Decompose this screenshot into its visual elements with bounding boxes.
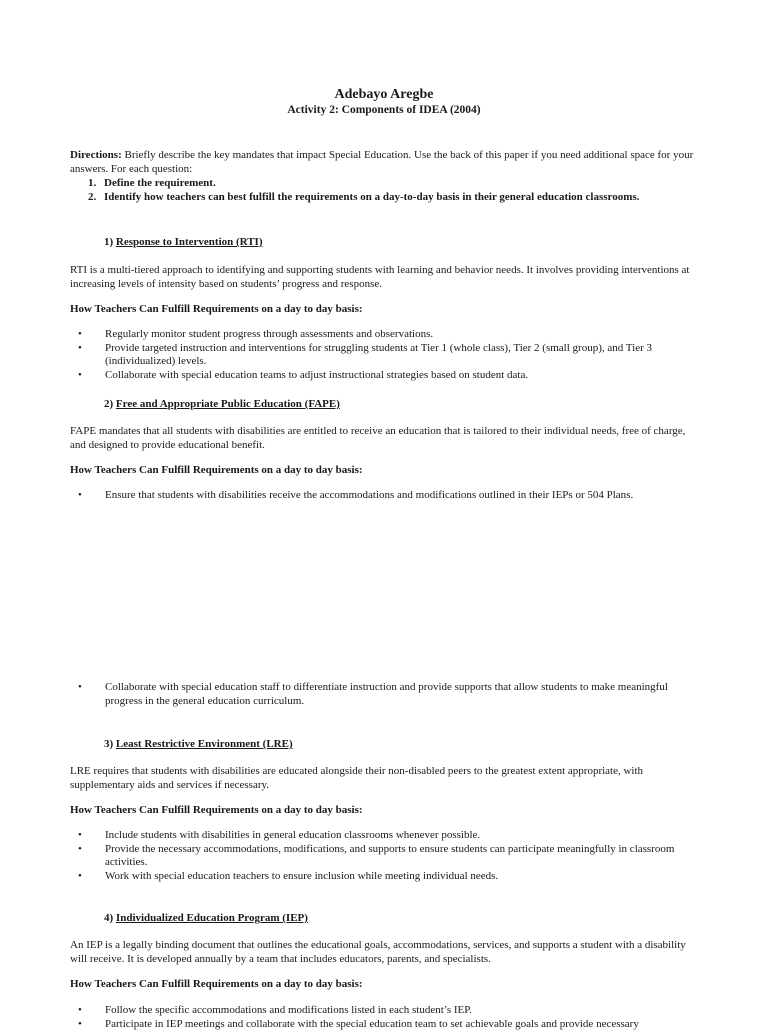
bullet-icon: •: [78, 369, 105, 383]
list-item: [78, 369, 698, 383]
list-item: [78, 1004, 698, 1018]
bullet-list-lre: [78, 829, 698, 883]
directions-paragraph: [70, 149, 695, 176]
bullet-icon: •: [78, 342, 105, 356]
section-title: Free and Appropriate Public Education (FAPE): [116, 398, 340, 410]
list-item: [78, 870, 698, 884]
section-definition-rti: RTI is a multi-tiered approach to identifying and supporting students with learning and behavior needs. It involves providing interventions at increasing levels of intensity based on students’ progress and response.: [70, 264, 695, 291]
bullet-icon: •: [78, 1004, 105, 1018]
list-item: [78, 1018, 698, 1031]
author-name: Adebayo Aregbe: [0, 86, 768, 103]
section-title: Individualized Education Program (IEP): [116, 912, 308, 924]
list-item-text: Ensure that students with disabilities receive the accommodations and modifications outlined in their IEPs or 504 Plans.: [105, 489, 690, 503]
list-item: [78, 829, 698, 843]
directions-label: Directions:: [70, 149, 122, 161]
bullet-icon: •: [78, 681, 105, 695]
section-title: Response to Intervention (RTI): [116, 236, 263, 248]
fulfill-heading-lre: How Teachers Can Fulfill Requirements on a day to day basis:: [70, 804, 695, 818]
activity-title: Activity 2: Components of IDEA (2004): [0, 104, 768, 118]
list-item: [78, 681, 698, 708]
section-number: 4): [104, 912, 113, 924]
bullet-list-rti: [78, 328, 698, 382]
bullet-icon: •: [78, 328, 105, 342]
bullet-icon: •: [78, 843, 105, 857]
section-number: 1): [104, 236, 113, 248]
list-text: Identify how teachers can best fulfill the requirements on a day-to-day basis in their general education classrooms.: [104, 191, 639, 205]
list-item-text: Provide the necessary accommodations, modifications, and supports to ensure students can participate meaningfully in classroom activities.: [105, 843, 690, 870]
section-heading-iep: [104, 912, 308, 926]
section-heading-fape: [104, 398, 340, 412]
directions-list: [88, 177, 708, 204]
section-number: 2): [104, 398, 113, 410]
list-number: 2.: [88, 191, 104, 205]
section-heading-lre: [104, 738, 293, 752]
fulfill-heading-rti: How Teachers Can Fulfill Requirements on a day to day basis:: [70, 303, 695, 317]
list-item: [78, 328, 698, 342]
directions-text: Briefly describe the key mandates that impact Special Education. Use the back of this paper if you need additional space for your answers. For each question:: [70, 149, 693, 175]
list-item-text: Work with special education teachers to ensure inclusion while meeting individual needs.: [105, 870, 690, 884]
list-item-text: Collaborate with special education staff to differentiate instruction and provide supports that allow students to make meaningful progress in the general education curriculum.: [105, 681, 690, 708]
section-definition-fape: FAPE mandates that all students with disabilities are entitled to receive an education that is tailored to their individual needs, free of charge, and designed to provide educational benefit.: [70, 425, 695, 452]
bullet-list-fape: [78, 489, 698, 503]
bullet-list-fape-continued: [78, 681, 698, 708]
list-item: [78, 489, 698, 503]
list-item-text: Follow the specific accommodations and modifications listed in each student’s IEP.: [105, 1004, 690, 1018]
list-item: [78, 342, 698, 369]
directions-list-item: [88, 177, 708, 191]
section-definition-iep: An IEP is a legally binding document that outlines the educational goals, accommodations, services, and supports a student with a disability will receive. It is developed annually by a team that includes educators, parents, and specialists.: [70, 939, 695, 966]
bullet-list-iep: [78, 1004, 698, 1031]
list-item-text: Regularly monitor student progress through assessments and observations.: [105, 328, 690, 342]
fulfill-heading-iep: How Teachers Can Fulfill Requirements on a day to day basis:: [70, 978, 695, 992]
list-item-text: Include students with disabilities in general education classrooms whenever possible.: [105, 829, 690, 843]
list-item-text: Provide targeted instruction and interventions for struggling students at Tier 1 (whole class), Tier 2 (small group), and Tier 3 (individualized) levels.: [105, 342, 690, 369]
bullet-icon: •: [78, 489, 105, 503]
section-definition-lre: LRE requires that students with disabilities are educated alongside their non-disabled peers to the greatest extent appropriate, with supplementary aids and services if necessary.: [70, 765, 695, 792]
bullet-icon: •: [78, 870, 105, 884]
list-number: 1.: [88, 177, 104, 191]
bullet-icon: •: [78, 829, 105, 843]
directions-list-item: [88, 191, 708, 205]
section-number: 3): [104, 738, 113, 750]
bullet-icon: •: [78, 1018, 105, 1031]
list-item-text: Participate in IEP meetings and collaborate with the special education team to set achievable goals and provide necessary: [105, 1018, 690, 1031]
list-text: Define the requirement.: [104, 177, 216, 191]
section-title: Least Restrictive Environment (LRE): [116, 738, 293, 750]
list-item: [78, 843, 698, 870]
list-item-text: Collaborate with special education teams to adjust instructional strategies based on student data.: [105, 369, 690, 383]
fulfill-heading-fape: How Teachers Can Fulfill Requirements on a day to day basis:: [70, 464, 695, 478]
section-heading-rti: [104, 236, 263, 250]
